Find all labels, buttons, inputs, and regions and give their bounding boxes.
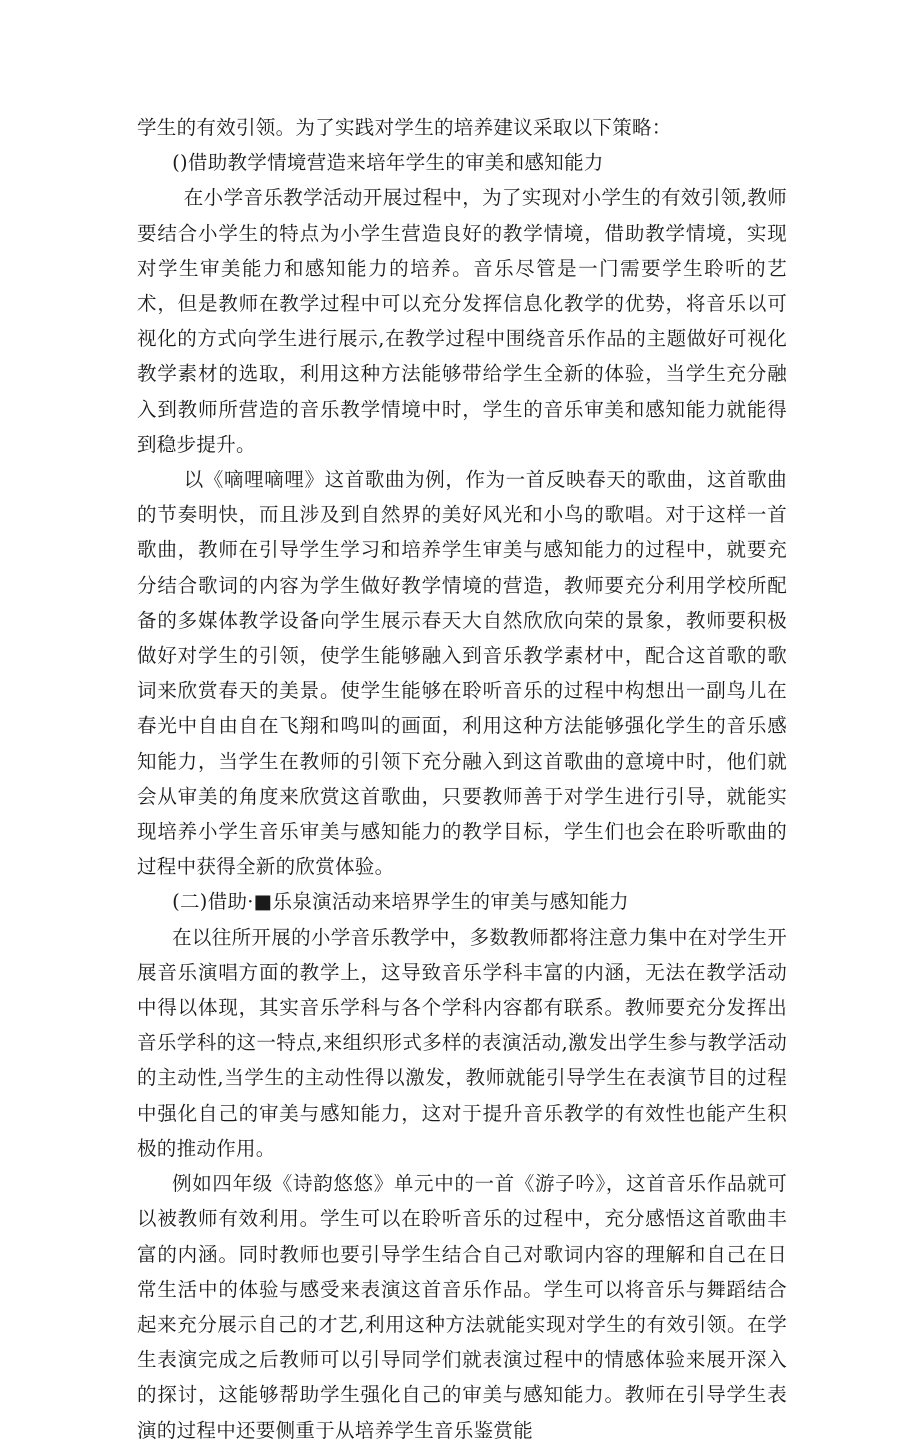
- paragraph-youziyin-example: 例如四年级《诗韵悠悠》单元中的一首《游子吟》，这首音乐作品就可以被教师有效利用。学生可以在聆听音乐的过程中，充分感悟这首歌曲丰富的内涵。同时教师也要引导学生结合自己对歌词内容的理解和自己在日常生活中的体验与感受来表演这首音乐作品。学生可以将音乐与舞蹈结合起来充分展示自己的才艺,利用这种方法就能实现对学生的有效引领。在学生表演完成之后教师可以引导同学们就表演过程中的情感体验来展开深入的探讨，这能够帮助学生强化自己的审美与感知能力。教师在引导学生表演的过程中还要侧重于从培养学生音乐鉴赏能: [137, 1172, 787, 1442]
- section-heading-1: ()借助教学情境营造来培年学生的审美和感知能力: [172, 151, 604, 175]
- document-body: [137, 110, 787, 1448]
- paragraph-situation-teaching: 在小学音乐教学活动开展过程中，为了实现对小学生的有效引领,教师要结合小学生的特点为小学生营造良好的教学情境，借助教学情境，实现对学生审美能力和感知能力的培养。音乐尽管是一门需要学生聆听的艺术，但是教师在教学过程中可以充分发挥信息化教学的优势，将音乐以可视化的方式向学生进行展示,在教学过程中围绕音乐作品的主题做好可视化教学素材的选取，利用这种方法能够带给学生全新的体验，当学生充分融入到教师所营造的音乐教学情境中时，学生的音乐审美和感知能力就能得到稳步提升。: [137, 186, 787, 456]
- paragraph-song-example: 以《嘀哩嘀哩》这首歌曲为例，作为一首反映春天的歌曲，这首歌曲的节奏明快，而且涉及到自然界的美好风光和小鸟的歌唱。对于这样一首歌曲，教师在引导学生学习和培养学生审美与感知能力的过程中，就要充分结合歌词的内容为学生做好教学情境的营造，教师要充分利用学校所配备的多媒体教学设备向学生展示春天大自然欣欣向荣的景象，教师要积极做好对学生的引领，使学生能够融入到音乐教学素材中，配合这首歌的歌词来欣赏春天的美景。使学生能够在聆听音乐的过程中构想出一副鸟儿在春光中自由自在飞翔和鸣叫的画面，利用这种方法能够强化学生的音乐感知能力，当学生在教师的引领下充分融入到这首歌曲的意境中时，他们就会从审美的角度来欣赏这首歌曲，只要教师善于对学生进行引导，就能实现培养小学生音乐审美与感知能力的教学目标，学生们也会在聆听歌曲的过程中获得全新的欣赏体验。: [137, 468, 787, 879]
- section-heading-2: (二)借助·■乐泉演活动来培界学生的审美与感知能力: [172, 890, 629, 914]
- paragraph-intro-continuation: 学生的有效引领。为了实践对学生的培养建议采取以下策略：: [137, 116, 672, 139]
- paragraph-performance-activities: 在以往所开展的小学音乐教学中，多数教师都将注意力集中在对学生开展音乐演唱方面的教学上，这导致音乐学科丰富的内涵，无法在教学活动中得以体现，其实音乐学科与各个学科内容都有联系。教师要充分发挥出音乐学科的这一特点,来组织形式多样的表演活动,激发出学生参与教学活动的主动性,当学生的主动性得以激发，教师就能引导学生在表演节目的过程中强化自己的审美与感知能力，这对于提升音乐教学的有效性也能产生积极的推动作用。: [137, 925, 787, 1160]
